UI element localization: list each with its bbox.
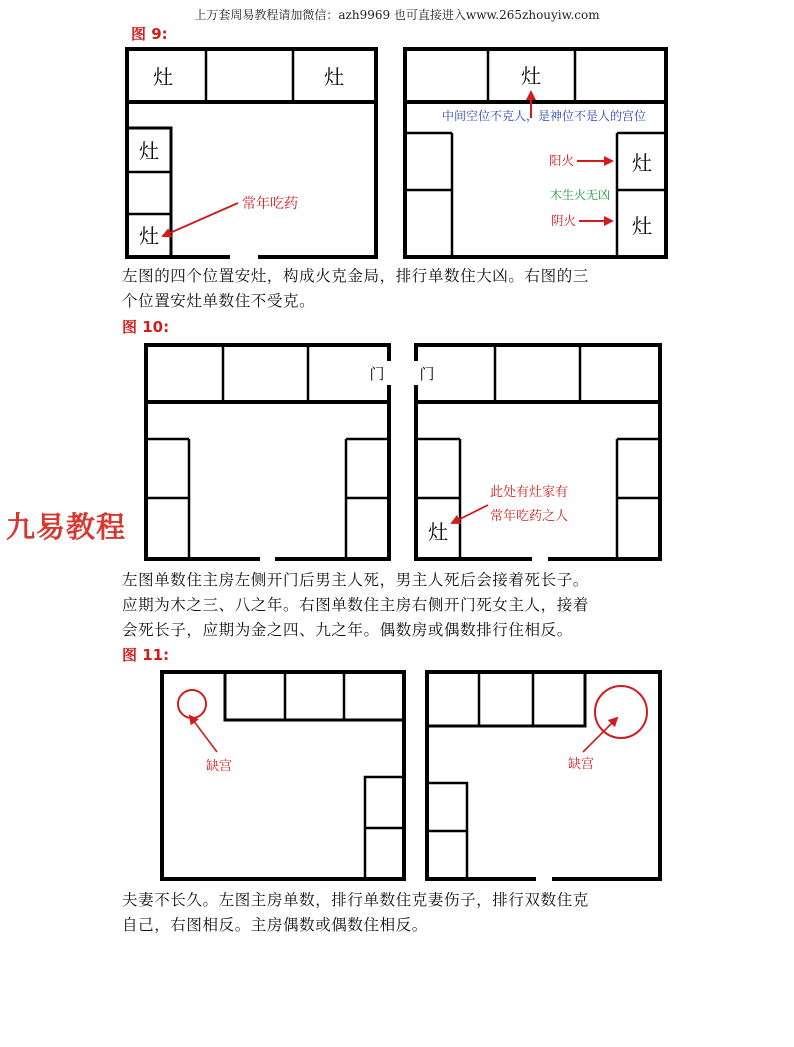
fig10-right-plan [416,345,660,559]
fig9-right-stove-2: 灶 [632,151,652,175]
fig11-right-annotation: 缺宫 [567,757,595,772]
paragraph-line: 左图的四个位置安灶，构成火克金局，排行单数住大凶。右图的三 [122,267,589,285]
paragraph-fig10 [122,568,667,643]
paragraph-line: 应期为木之三、八之年。右图单数住主房右侧开门死女主人，接着 [122,596,589,614]
fig10-right-annotation-2: 常年吃药之人 [490,509,569,524]
watermark-logo: 九易教程 [6,510,127,544]
figure-10-label: 图 10: [122,318,170,336]
fig9-left-stove-1: 灶 [153,65,173,89]
fig9-left-arrow [163,203,238,236]
fig11-left-plan [162,672,404,879]
header-text: 上万套周易教程请加微信：azh9969 也可直接进入www.265zhouyiw.com [194,8,600,22]
fig10-left-door: 门 [369,365,385,383]
fig11-right-missing-circle [595,686,647,738]
paragraph-line: 左图单数住主房左侧开门后男主人死，男主人死后会接着死长子。 [122,571,589,589]
fig10-right-arrow [452,505,488,523]
fig9-left-stove-2: 灶 [324,65,344,89]
fig9-right-yang-fire: 阳火 [549,153,575,168]
figure-11-label: 图 11: [122,646,170,664]
fig11-left-arrow [190,716,217,752]
paragraph-line: 个位置安灶单数住不受克。 [122,292,316,310]
fig11-right-arrow [583,718,617,752]
paragraph-fig11 [122,888,667,938]
fig10-right-door: 门 [419,365,435,383]
fig11-right-plan [427,672,660,879]
fig10-right-stove: 灶 [428,520,448,544]
paragraph-fig9 [122,264,667,314]
fig10-right-annotation-1: 此处有灶家有 [490,485,569,500]
fig9-right-wood-fire: 木生火无凶 [550,188,611,202]
fig9-left-annotation: 常年吃药 [242,196,298,212]
fig9-right-stove-1: 灶 [521,64,541,88]
paragraph-line: 会死长子，应期为金之四、九之年。偶数房或偶数排行住相反。 [122,621,573,639]
fig9-left-stove-4: 灶 [139,224,159,248]
paragraph-line: 自己，右图相反。主房偶数或偶数住相反。 [122,916,428,934]
fig9-right-note: 中间空位不克人，是神位不是人的宫位 [442,109,647,123]
paragraph-line: 夫妻不长久。左图主房单数，排行单数住克妻伤子，排行双数住克 [122,891,589,909]
fig11-left-missing-circle [178,690,206,718]
fig9-right-stove-3: 灶 [632,214,652,238]
fig10-left-plan [146,345,389,559]
fig11-left-annotation: 缺宫 [205,759,233,774]
fig9-right-yin-fire: 阴火 [551,213,577,228]
fig9-left-stove-3: 灶 [139,139,159,163]
figure-9-label: 图 9: [131,25,168,43]
